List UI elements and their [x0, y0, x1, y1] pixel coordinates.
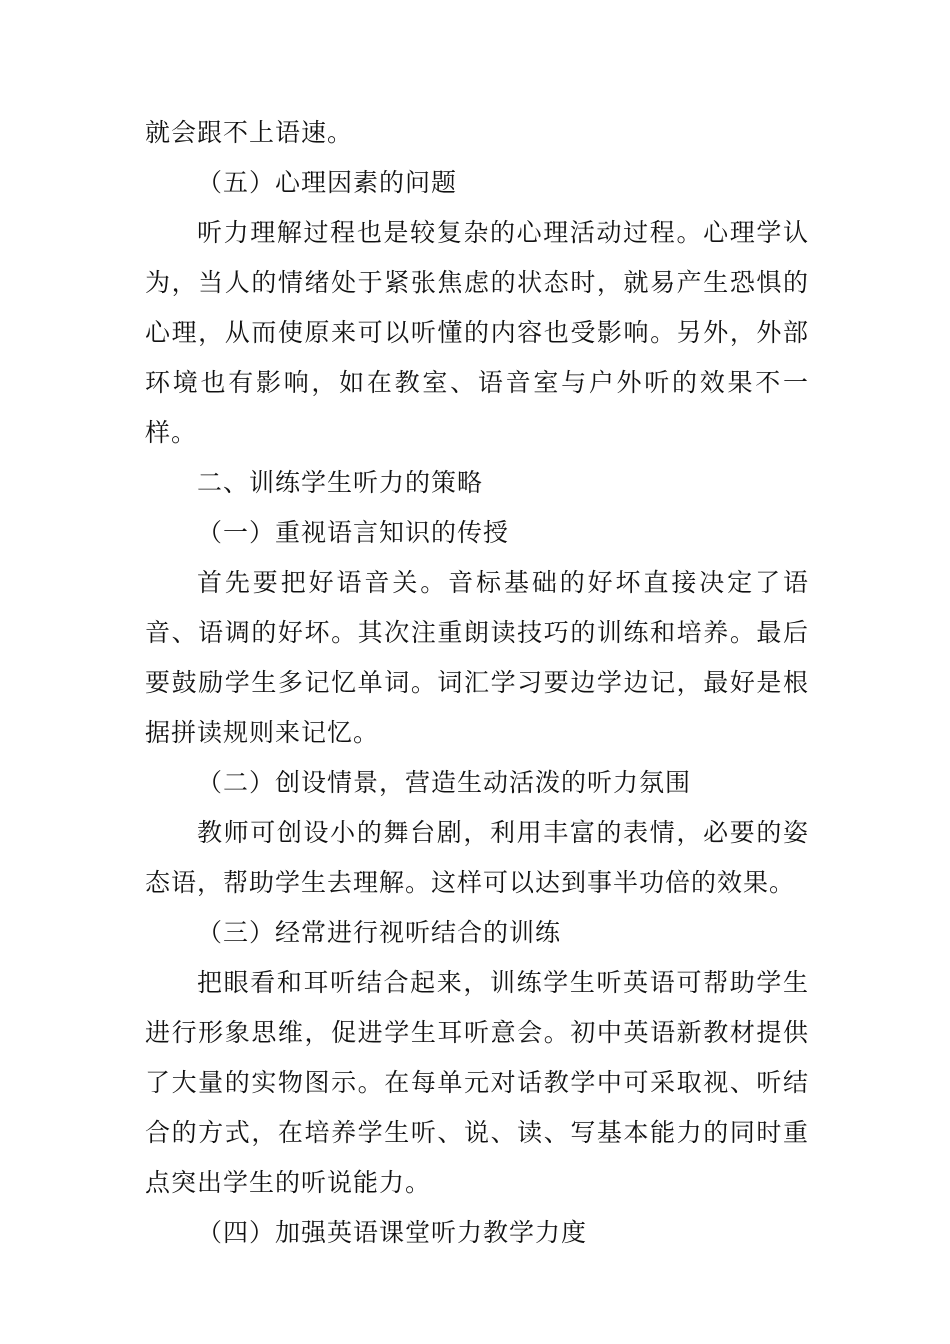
- paragraph-psychology: 听力理解过程也是较复杂的心理活动过程。心理学认为，当人的情绪处于紧张焦虑的状态时，就易产生恐惧的心理，从而使原来可以听懂的内容也受影响。另外，外部环境也有影响，如在教室、语音室与户外听的效果不一样。: [145, 218, 809, 447]
- subheading-psychological-factors: （五）心理因素的问题: [197, 168, 458, 197]
- paragraph-eyes-and-ears: 把眼看和耳听结合起来，训练学生听英语可帮助学生进行形象思维，促进学生耳听意会。初中英语新教材提供了大量的实物图示。在每单元对话教学中可采取视、听结合的方式，在培养学生听、说、读、写基本能力的同时重点突出学生的听说能力。: [145, 968, 809, 1197]
- paragraph-pronunciation: 首先要把好语音关。音标基础的好坏直接决定了语音、语调的好坏。其次注重朗读技巧的训练和培养。最后要鼓励学生多记忆单词。词汇学习要边学边记，最好是根据拼读规则来记忆。: [145, 568, 809, 747]
- paragraph-continuation: 就会跟不上语速。: [145, 118, 354, 147]
- document-body: [145, 108, 809, 1258]
- paragraph-stage-play: 教师可创设小的舞台剧，利用丰富的表情，必要的姿态语，帮助学生去理解。这样可以达到事半功倍的效果。: [145, 818, 809, 897]
- subheading-audiovisual-training: （三）经常进行视听结合的训练: [197, 918, 562, 947]
- subheading-classroom-listening: （四）加强英语课堂听力教学力度: [197, 1218, 588, 1247]
- section-heading-strategies: 二、训练学生听力的策略: [197, 468, 484, 497]
- subheading-language-knowledge: （一）重视语言知识的传授: [197, 518, 510, 547]
- subheading-create-scenarios: （二）创设情景，营造生动活泼的听力氛围: [197, 768, 692, 797]
